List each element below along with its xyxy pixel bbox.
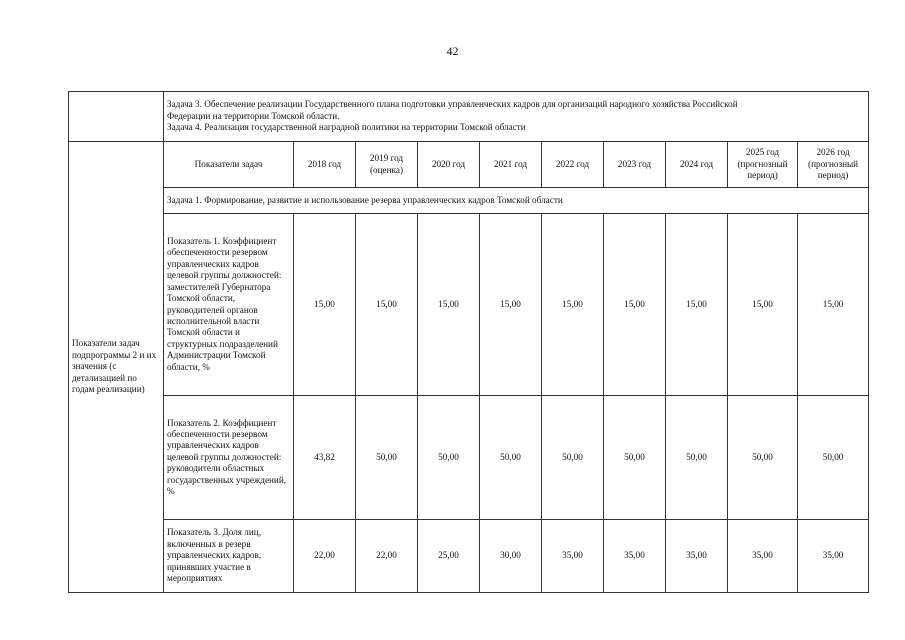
subprogram-table [68,91,869,593]
value-cell: 50,00 [418,396,480,520]
value-cell: 35,00 [604,520,666,593]
header-2023: 2023 год [604,142,666,188]
value-cell: 15,00 [728,214,798,396]
value-cell: 50,00 [798,396,869,520]
header-2025: 2025 год (прогнозный период) [728,142,798,188]
subprogram-indicators-label: Показатели задач подпрограммы 2 и их значения (с детализацией по годам реализации) [69,142,164,593]
table-row [69,520,869,593]
value-cell: 50,00 [480,396,542,520]
value-cell: 35,00 [542,520,604,593]
value-cell: 15,00 [356,214,418,396]
value-cell: 35,00 [798,520,869,593]
header-indicators: Показатели задач [164,142,294,188]
value-cell: 15,00 [294,214,356,396]
header-2021: 2021 год [480,142,542,188]
tasks-row [69,92,869,142]
task-3-line-1: Задача 3. Обеспечение реализации Государственного плана подготовки управленческих кадров для организаций народного хозяйства Российской [167,99,738,110]
tasks-row-blank-cell [69,92,164,142]
tasks-cell [164,92,869,142]
header-2020: 2020 год [418,142,480,188]
value-cell: 50,00 [604,396,666,520]
value-cell: 50,00 [666,396,728,520]
task-3-line-2: Федерации на территории Томской области. [167,110,340,121]
indicator-label: Показатель 1. Коэффициент обеспеченности резервом управленческих кадров целевой группы должностей: заместителей Губернатора Томской области, руководителей органов исполнительной власти Томской области и структурных подразделений Администрации Томской области, % [164,214,294,396]
value-cell: 15,00 [418,214,480,396]
header-2018: 2018 год [294,142,356,188]
value-cell: 15,00 [798,214,869,396]
value-cell: 22,00 [356,520,418,593]
value-cell: 30,00 [480,520,542,593]
value-cell: 35,00 [728,520,798,593]
header-2022: 2022 год [542,142,604,188]
value-cell: 43,82 [294,396,356,520]
task-4-line: Задача 4. Реализация государственной наградной политики на территории Томской области [167,122,526,133]
header-2019: 2019 год (оценка) [356,142,418,188]
header-row [69,142,869,188]
value-cell: 22,00 [294,520,356,593]
table-row [69,396,869,520]
value-cell: 15,00 [542,214,604,396]
header-2026: 2026 год (прогнозный период) [798,142,869,188]
value-cell: 15,00 [604,214,666,396]
indicator-label: Показатель 2. Коэффициент обеспеченности резервом управленческих кадров целевой группы должностей: руководители областных государственных учреждений, % [164,396,294,520]
page-number: 42 [446,44,459,58]
value-cell: 50,00 [542,396,604,520]
table-row [69,214,869,396]
value-cell: 15,00 [666,214,728,396]
value-cell: 15,00 [480,214,542,396]
indicator-label: Показатель 3. Доля лиц, включенных в резерв управленческих кадров, принявших участие в мероприятиях [164,520,294,593]
value-cell: 50,00 [728,396,798,520]
value-cell: 50,00 [356,396,418,520]
section-title: Задача 1. Формирование, развитие и использование резерва управленческих кадров Томской области [164,188,869,214]
section-row [69,188,869,214]
value-cell: 25,00 [418,520,480,593]
value-cell: 35,00 [666,520,728,593]
header-2024: 2024 год [666,142,728,188]
